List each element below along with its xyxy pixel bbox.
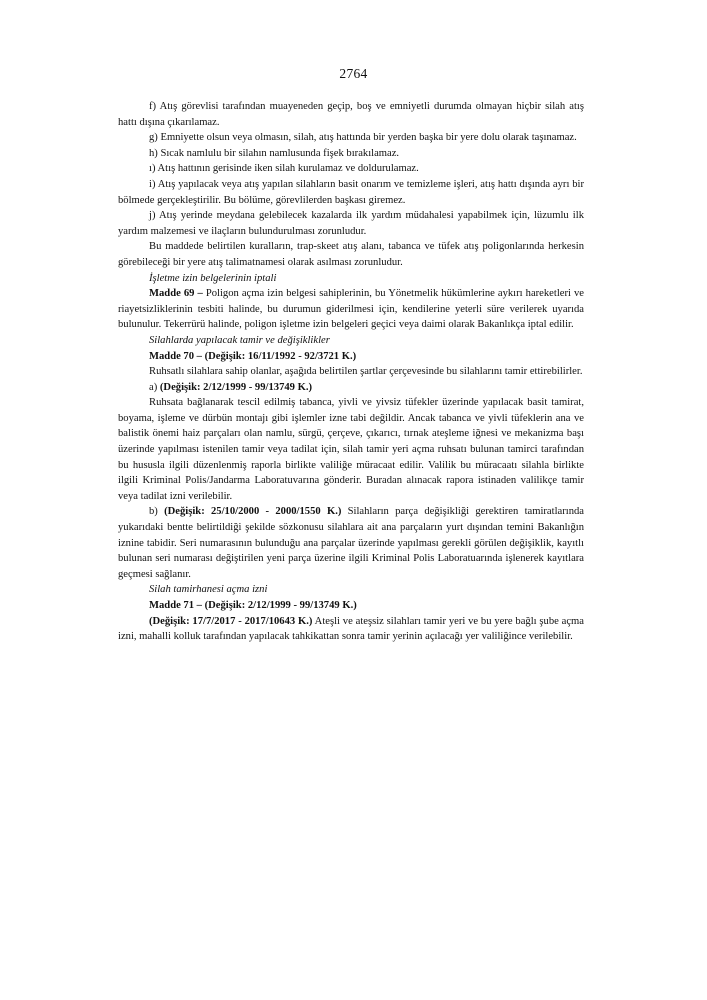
paragraph-h: h) Sıcak namlulu bir silahın namlusunda fişek bırakılamaz. [149,147,400,159]
article-70-a-title [118,380,584,396]
clause-a-change-label: (Değişik: 2/12/1999 - 99/13749 K.) [159,381,313,393]
section-heading-izin: Silah tamirhanesi açma izni [149,584,268,596]
clause-b-prefix: b) [149,506,165,518]
article-71-change-label: (Değişik: 17/7/2017 - 2017/10643 K.) [149,615,313,627]
article-70-title [118,349,584,365]
article-71-title [118,598,584,614]
paragraph-i-dotless: ı) Atış hattının gerisinde iken silah kurulamaz ve doldurulamaz. [149,163,419,175]
clause-b-change-label: (Değişik: 25/10/2000 - 2000/1550 K.) [164,506,342,518]
clause-b-text: Silahların parça değişikliği gerektiren tamiratlarında yukarıdaki bentte belirtildiği şekilde sözkonusu silahlara ait ana parçaların yurt dışından temini Bakanlığın iznine tabidir. Seri numarasının bulunduğu ana parçalar üzerinde yapılması gerekli görülen değişiklik, kayıtlı bulunan seri numarası değiştirilen yeni parça üzerine ilgili Kriminal Polis Laboratuarında işlenerek kayıtlara geçmesi sağlanır. [118,506,584,580]
paragraph-j: j) Atış yerinde meydana gelebilecek kazalarda ilk yardım müdahalesi yapabilmek için, lüzumlu ilk yardım malzemesi ve ilaçların bulundurulması zorunludur. [118,210,584,237]
article-70-a-text: Ruhsata bağlanarak tescil edilmiş tabanca, yivli ve yivsiz tüfekler üzerinde yapılacak basit tamirat, boyama, işleme ve dürbün montajı gibi işlemler izne tabi değildir. Ancak tabanca ve yivli tüfeklerin ana ve balistik önemi haiz parçaları olan namlu, sürgü, çerçeve, çıkarıcı, tırnak ateşleme iğnesi ve mekanizma başı üzerinde yapılması istenilen tamir veya tadilat için, silah tamir yeri açma ruhsatı bulunan tamirci tarafından bu hususla ilgili düzenlenmiş raporla birlikte valiliğe müracaat edilir. Valilik bu müracaatı silahla birlikte ilgili Kriminal Polis/Jandarma Laboratuvarına gönderir. Buradan alınacak rapora istinaden valilikçe tamir veya tadilat izni verilebilir. [118,397,584,502]
page-number: 2764 [339,66,368,81]
article-71-text [118,614,584,645]
rules-note: Bu maddede belirtilen kuralların, trap-skeet atış alanı, tabanca ve tüfek atış poligonlarında herkesin görebileceği bir yere atış talimatnamesi olarak asılması zorunludur. [118,241,584,268]
section-heading-iptal: İşletme izin belgelerinin iptali [149,272,277,284]
article-69-label: Madde 69 – [149,288,203,300]
article-70-label: Madde 70 – (Değişik: 16/11/1992 - 92/3721 K.) [149,350,357,362]
paragraph-g: g) Emniyette olsun veya olmasın, silah, atış hattında bir yerden başka bir yere dolu olarak taşınamaz. [149,132,577,144]
section-heading-tamir: Silahlarda yapılacak tamir ve değişiklikler [149,334,330,346]
article-70-b [118,504,584,582]
article-69-text: Poligon açma izin belgesi sahiplerinin, bu Yönetmelik hükümlerine aykırı hareketleri ve riayetsizliklerinin tesbiti halinde, bu durumun giderilmesi için, kendilerine yeterli süre verilerek uyarıda bulunulur. Tekerrürü halinde, poligon işletme izin belgeleri geçici veya daimi olarak Bakanlıkça iptal edilir. [118,288,584,331]
article-70-text: Ruhsatlı silahlara sahip olanlar, aşağıda belirtilen şartlar çerçevesinde bu silahlarını tamir ettirebilirler. [149,366,583,378]
article-71-body: Ateşli ve ateşsiz silahları tamir yeri ve bu yere bağlı şube açma izni, mahalli kolluk tarafından yapılacak tahkikattan sonra tamir yerinin açılacağı yer valiliğince verilebilir. [118,615,584,643]
paragraph-i: i) Atış yapılacak veya atış yapılan silahların basit onarım ve temizleme işleri, atış hattı dışında ayrı bir bölmede gerçekleştirilir. Bu bölüme, görevlilerden başkası giremez. [118,178,584,206]
clause-a-prefix: a) [149,381,160,393]
article-69 [118,286,584,333]
paragraph-f: f) Atış görevlisi tarafından muayeneden geçip, boş ve emniyetli durumda olmayan hiçbir silah atış hattı dışına çıkarılamaz. [118,101,584,128]
article-71-label: Madde 71 – (Değişik: 2/12/1999 - 99/13749 K.) [149,600,357,611]
page-body [118,99,584,645]
